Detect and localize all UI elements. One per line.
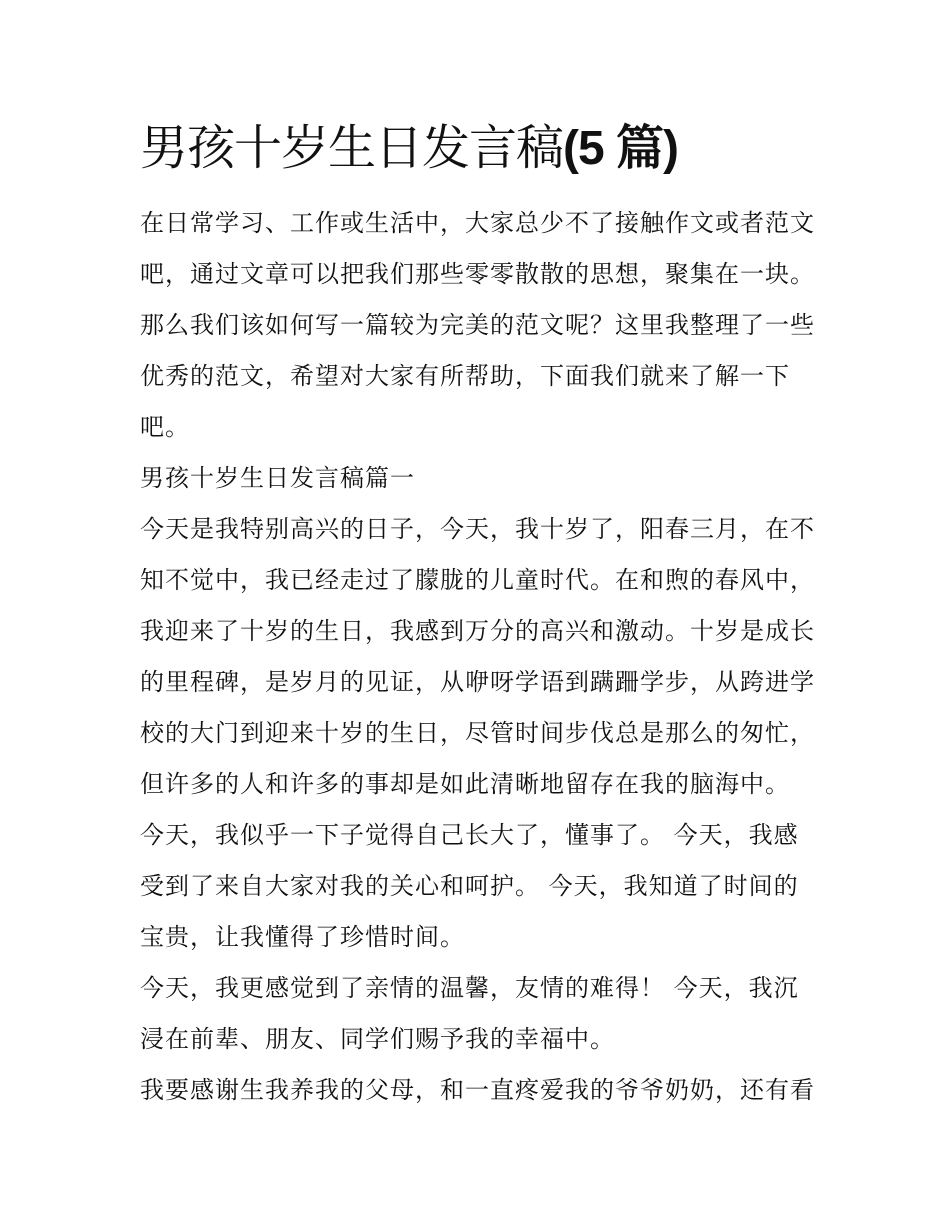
text-line: 我迎来了十岁的生日，我感到万分的高兴和激动。十岁是成长 (140, 617, 815, 645)
title-count: (5 篇) (563, 122, 679, 175)
text-line: 我要感谢生我养我的父母，和一直疼爱我的爷爷奶奶，还有看 (140, 1076, 815, 1104)
paragraph-body (140, 963, 820, 1065)
document-body (140, 118, 820, 1116)
text-line: 今天，我似乎一下子觉得自己长大了，懂事了。 今天，我感 (140, 821, 799, 849)
text-line: 吧。 (140, 413, 190, 441)
text-line: 受到了来自大家对我的关心和呵护。 今天，我知道了时间的 (140, 872, 799, 900)
paragraph-intro (140, 198, 820, 453)
text-line: 的里程碑，是岁月的见证，从咿呀学语到蹒跚学步，从跨进学 (140, 668, 815, 696)
paragraph-body (140, 810, 820, 963)
text-line: 男孩十岁生日发言稿篇一 (140, 464, 415, 492)
text-line: 优秀的范文，希望对大家有所帮助，下面我们就来了解一下 (140, 362, 790, 390)
paragraph-body (140, 504, 820, 810)
paragraph-body (140, 1065, 820, 1116)
text-line: 那么我们该如何写一篇较为完美的范文呢？这里我整理了一些 (140, 311, 815, 339)
text-line: 校的大门到迎来十岁的生日，尽管时间步伐总是那么的匆忙， (140, 719, 815, 747)
text-line: 今天是我特别高兴的日子，今天，我十岁了，阳春三月，在不 (140, 515, 815, 543)
text-line: 知不觉中，我已经走过了朦胧的儿童时代。在和煦的春风中， (140, 566, 815, 594)
section-heading (140, 453, 820, 504)
title-text: 男孩十岁生日发言稿 (140, 120, 564, 176)
text-line: 今天，我更感觉到了亲情的温馨，友情的难得！ 今天，我沉 (140, 974, 799, 1002)
text-line: 宝贵，让我懂得了珍惜时间。 (140, 923, 465, 951)
document-title (140, 118, 820, 178)
text-line: 在日常学习、工作或生活中，大家总少不了接触作文或者范文 (140, 209, 815, 237)
text-line: 浸在前辈、朋友、同学们赐予我的幸福中。 (140, 1025, 615, 1053)
text-line: 吧，通过文章可以把我们那些零零散散的思想，聚集在一块。 (140, 260, 815, 288)
text-line: 但许多的人和许多的事却是如此清晰地留存在我的脑海中。 (140, 770, 790, 798)
